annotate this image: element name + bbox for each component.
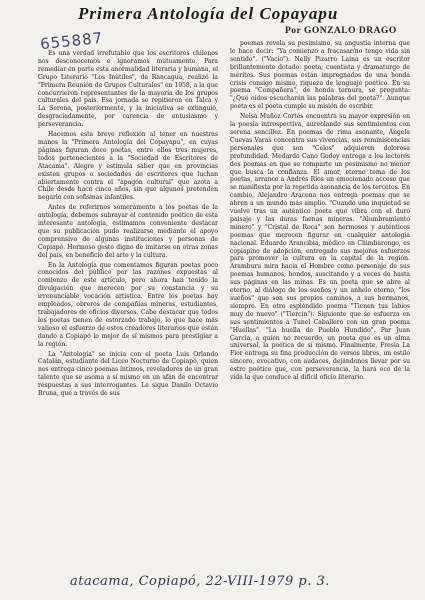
paragraph: La "Antología" se inicia con el poeta Luis Orlando Catalán, estudiante del Liceo Nocturno de Copiapó, quien nos entrega cinco poemas íntimos, reveladores de un gran talento que se asoma a sí mismo en un afán de encontrar respuestas a sus interrogantes. Le sigue Danilo Octavio Bruna, que a través de sus: [38, 350, 218, 398]
right-column: [230, 40, 410, 382]
paragraph: Antes de referirnos someramente a los poetas de la antología, debemos subrayar el contenido poético de esta interesante antología, estimamos conveniente destacar que su publicación pudo realizarse mediante el apoyo comprensivo de algunas instituciones y personas de Copiapó. Hermoso gesto digno de imitarse en otras zonas del país, en beneficio del arte y la cultura.: [38, 204, 218, 259]
paragraph: Es una verdad irrefutable que los escritores chilenos nos desconocemos e ignoramos mutuamente. Para remediar en parte esta anormalidad literaria y humana, el Grupo Literario "Los Inútiles", de Rancagua, realizó la "Primera Reunión de Grupos Culturales" en 1958, a la que concurrieron representantes de la mayoría de los grupos culturales del país. Esa jornada se repitieron en Talca y La Serena, posteriormente, y la iniciativa se extinguió, desgraciadamente, por carencia de entusiasmo y perseverancia.: [38, 50, 218, 129]
paragraph: poemas revela su pesimismo, su angustia interna que lo hace decir: "Ya comienzo a fracasar/no tengo vida sin sentido". ("Vacío"). Nelly Pizarro Laina es un escritor brillantemente dotado: poeta, cuentista y dramaturgo de méritos. Sus poemas están impregnados de una honda crisis consigo mismo, riqueza de lenguaje poético. En su poema "Compañera", de honda ternura, se pregunta: "¿Qué oídos escucharán las palabras del poeta?". Aunque poeta es el poeta cumple su misión de escribir.: [230, 40, 410, 111]
article-byline: Por GONZALO DRAGO: [285, 26, 397, 36]
paragraph: En la Antología que comentamos figuran poetas poco conocidos del público por las razones expuestas al comienzo de este artículo, pero ahora han tenido la divulgación que merecen por su constancia y su irrenunciable vocación artística. Entre los poetas hay empleados, obreros de compañías mineras, estudiantes, trabajadores de oficios diversos. Cabe destacar que todos los poetas tienen de estorzado trabajo, lo que hace más valioso el esfuerzo de estos creadores literarios que están dando a Copiapó lo mejor de sí mismos para prestigiar a la región.: [38, 261, 218, 348]
handwritten-source-note: atacama, Copiapó, 22-VIII-1979 p. 3.: [70, 574, 330, 589]
article-title: Primera Antología del Copayapu: [78, 4, 339, 23]
left-column: [38, 44, 218, 398]
paragraph: Hacemos esta breve reflexión al tener en nuestras manos la "Primera Antología del Copayapu", en cuyas páginas figuran doce poetas, entre ellos tres mujeres, todos pertenecientes a la "Sociedad de Escritores de Atacama". Alegre y estimula saber que en provincias existen grupos o sociedades de escritores que luchan abiertamente contra el "apagón cultural" que azota a Chile desde hace cinco años, sin que algunos pretenden negarlo con sofismas infantiles.: [38, 131, 218, 202]
paragraph: Nelsa Muñoz Cortés encuentra su mayor expresión en la poesía introspectiva, aureolando sus sentimientos con serena sencillez. En poemas de rima asonante, Ángela Cuevas Varas concentra sus vivencias, sus reminiscencias personales que son "Celos" adquieren dolorosa profundidad. Medardo Cano Godoy entrega a los lectores dos poemas en que se comparte un pesimismo no menor que busca la confianza. El amor, eterno tema de los poetas, arrance a Andrés Ríos un emocionado acceso que se manifiesta por la repetida asonancia de los tercetos. En cambio, Alejandro Aracena nos entrega poemas que se abren a un mundo más amplio. "Cuando una inquietud se vuelve tras un auténtico poeta que vibra con el duro paisaje y las duras faenas mineras. "Alumbramiento minero" y "Cristal de Roca" son hermosos y auténticos poemas que merecen figurar en cualquier antología nacional. Eduardo Arancibia, médico en Chimbarongo, es copiapino de adopción, entregado sus mejores esfuerzos para promover la cultura en la capital de la región. Aramburu mira hacia el Hombre como personaje de sus poemas humanos, hondos, suscitando y a veces de hasta sus páginas en las minas. Es un poeta que se abre al eterno, al diálogo de los sueños y un anhelo eterno, "los sueños" que son sus propios caminos, a sus hermanos, siempre. En otro espléndido poema "Tienen tus labios muy de nuevo" ("Tiercin"). Siguiente que se esfuerza en sus sentimientos a Tunel Caballero con un gran poema "Huellas". "La huella de Pueblo Hundido". Par Juan Garcia, a quien no recuerdo, un poeta que es un alma universal, la poética de sí mismo. Finalmente, Fresia La Flor entrega su fina producción de versos libres, un estilo sincero, evocativo, con audaces, dejándonos llevar por su estro poético que, con perseverancia, la hará eco de la vida la que conduce al difícil oficio literario.: [230, 113, 410, 382]
archive-stamp-number: 655887: [39, 28, 105, 54]
